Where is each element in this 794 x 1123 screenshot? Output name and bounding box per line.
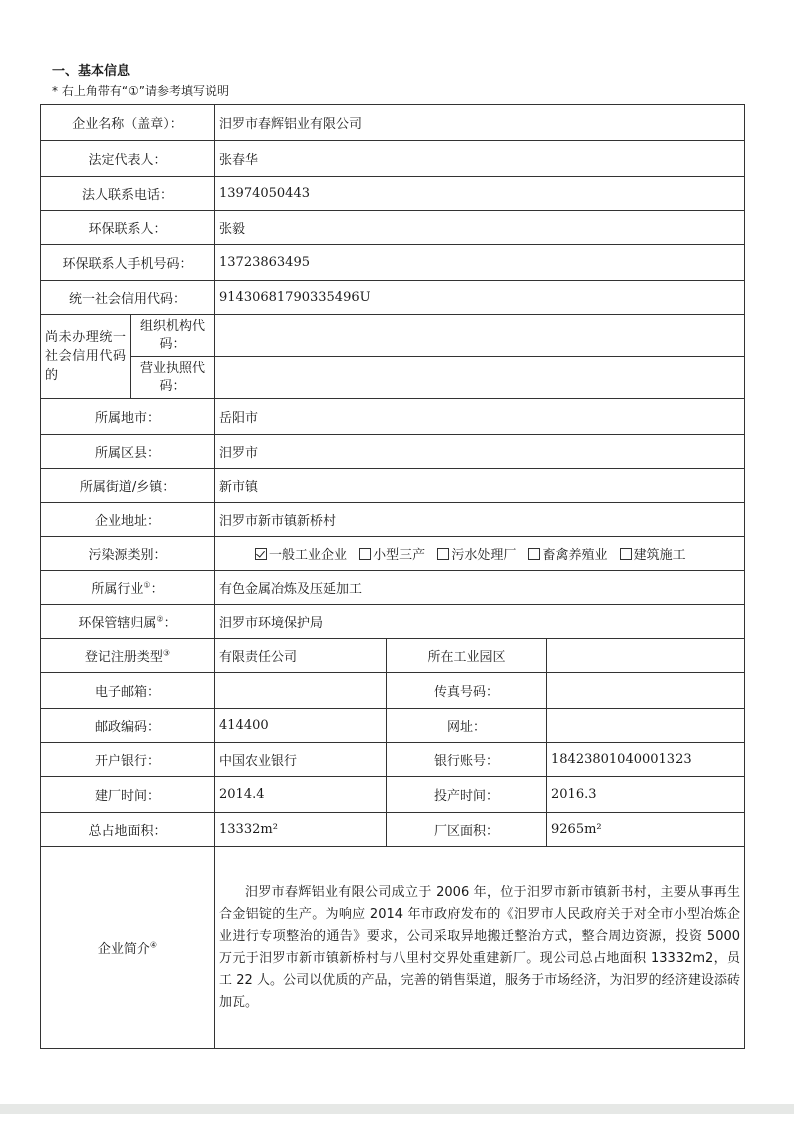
biz-license-label: 营业执照代码： <box>131 357 215 399</box>
town-label: 所属街道/乡镇： <box>41 469 215 503</box>
no-credit-code-label: 尚未办理统一社会信用代码的 <box>41 315 131 399</box>
intro-text[interactable]: 汨罗市春辉铝业有限公司成立于 2006 年，位于汨罗市新市镇新书村，主要从事再生合金铝锭的生产。为响应 2014 年市政府发布的《汨罗市人民政府关于对全市小型冶炼企业进行专项整治的通告》要求，公司采取异地搬迁整治方式，整合周边资源，投资 5000 万元于汨罗市新市镇新桥村与八里村交界处重建新厂。现公司总占地面积 13332m2，员工 22 人。公司以优质的产品，完善的销售渠道，服务于市场经济，为汨罗的经济建设添砖加瓦。 <box>215 847 745 1049</box>
fax-label: 传真号码： <box>387 673 547 709</box>
option-construction[interactable]: 建筑施工 <box>620 548 686 563</box>
row-legal-phone <box>41 177 745 211</box>
biz-license-value[interactable] <box>215 357 745 399</box>
basic-info-table <box>40 104 745 1049</box>
reg-type-label: 登记注册类型③ <box>41 639 215 673</box>
row-biz-license <box>41 357 745 399</box>
legal-rep-value[interactable]: 张春华 <box>215 141 745 177</box>
env-contact-label: 环保联系人： <box>41 211 215 245</box>
row-industry <box>41 571 745 605</box>
row-town <box>41 469 745 503</box>
company-name-label: 企业名称（盖章）： <box>41 105 215 141</box>
bank-label: 开户银行： <box>41 743 215 777</box>
build-time-label: 建厂时间： <box>41 777 215 813</box>
plant-area-label: 厂区面积： <box>387 813 547 847</box>
pollution-type-options <box>215 537 745 571</box>
row-env-authority <box>41 605 745 639</box>
env-authority-label: 环保管辖归属②： <box>41 605 215 639</box>
env-contact-value[interactable]: 张毅 <box>215 211 745 245</box>
row-build-time <box>41 777 745 813</box>
footer-band <box>0 1104 794 1114</box>
account-value[interactable]: 18423801040001323 <box>547 743 745 777</box>
checkbox-icon[interactable] <box>620 548 632 560</box>
env-contact-mobile-value[interactable]: 13723863495 <box>215 245 745 281</box>
city-label: 所属地市： <box>41 399 215 435</box>
row-postcode-website <box>41 709 745 743</box>
row-env-contact-mobile <box>41 245 745 281</box>
account-label: 银行账号： <box>387 743 547 777</box>
postcode-label: 邮政编码： <box>41 709 215 743</box>
industry-value[interactable]: 有色金属冶炼及压延加工 <box>215 571 745 605</box>
section-title: 一、基本信息 <box>52 64 131 79</box>
reg-type-value[interactable]: 有限责任公司 <box>215 639 387 673</box>
pollution-type-label: 污染源类别： <box>41 537 215 571</box>
city-value[interactable]: 岳阳市 <box>215 399 745 435</box>
email-value[interactable] <box>215 673 387 709</box>
county-value[interactable]: 汨罗市 <box>215 435 745 469</box>
option-sewage-plant[interactable]: 污水处理厂 <box>437 548 516 563</box>
postcode-value[interactable]: 414400 <box>215 709 387 743</box>
legal-rep-label: 法定代表人： <box>41 141 215 177</box>
row-env-contact <box>41 211 745 245</box>
row-company-name <box>41 105 745 141</box>
industrial-park-label: 所在工业园区 <box>387 639 547 673</box>
row-legal-rep <box>41 141 745 177</box>
production-time-label: 投产时间： <box>387 777 547 813</box>
production-time-value[interactable]: 2016.3 <box>547 777 745 813</box>
legal-phone-value[interactable]: 13974050443 <box>215 177 745 211</box>
row-reg-type <box>41 639 745 673</box>
row-credit-code <box>41 281 745 315</box>
checkbox-icon[interactable] <box>359 548 371 560</box>
plant-area-value[interactable]: 9265m² <box>547 813 745 847</box>
fill-note: * 右上角带有“①”请参考填写说明 <box>52 84 230 98</box>
option-small-tertiary[interactable]: 小型三产 <box>359 548 425 563</box>
row-org-code <box>41 315 745 357</box>
address-label: 企业地址： <box>41 503 215 537</box>
legal-phone-label: 法人联系电话： <box>41 177 215 211</box>
env-contact-mobile-label: 环保联系人手机号码： <box>41 245 215 281</box>
row-bank <box>41 743 745 777</box>
total-area-value[interactable]: 13332m² <box>215 813 387 847</box>
fax-value[interactable] <box>547 673 745 709</box>
county-label: 所属区县： <box>41 435 215 469</box>
credit-code-value[interactable]: 91430681790335496U <box>215 281 745 315</box>
checkbox-icon[interactable] <box>528 548 540 560</box>
option-general-industry[interactable]: 一般工业企业 <box>255 548 347 563</box>
industrial-park-value[interactable] <box>547 639 745 673</box>
email-label: 电子邮箱： <box>41 673 215 709</box>
checkbox-icon[interactable] <box>437 548 449 560</box>
checkbox-checked-icon[interactable] <box>255 548 267 560</box>
total-area-label: 总占地面积： <box>41 813 215 847</box>
row-county <box>41 435 745 469</box>
row-intro <box>41 847 745 1049</box>
row-city <box>41 399 745 435</box>
address-value[interactable]: 汨罗市新市镇新桥村 <box>215 503 745 537</box>
website-label: 网址： <box>387 709 547 743</box>
option-livestock[interactable]: 畜禽养殖业 <box>528 548 607 563</box>
industry-label: 所属行业①： <box>41 571 215 605</box>
credit-code-label: 统一社会信用代码： <box>41 281 215 315</box>
env-authority-value[interactable]: 汨罗市环境保护局 <box>215 605 745 639</box>
build-time-value[interactable]: 2014.4 <box>215 777 387 813</box>
row-pollution-type <box>41 537 745 571</box>
org-code-label: 组织机构代码： <box>131 315 215 357</box>
website-value[interactable] <box>547 709 745 743</box>
row-area <box>41 813 745 847</box>
org-code-value[interactable] <box>215 315 745 357</box>
town-value[interactable]: 新市镇 <box>215 469 745 503</box>
row-address <box>41 503 745 537</box>
bank-value[interactable]: 中国农业银行 <box>215 743 387 777</box>
intro-label: 企业简介④ <box>41 847 215 1049</box>
company-name-value[interactable]: 汨罗市春辉铝业有限公司 <box>215 105 745 141</box>
row-email-fax <box>41 673 745 709</box>
